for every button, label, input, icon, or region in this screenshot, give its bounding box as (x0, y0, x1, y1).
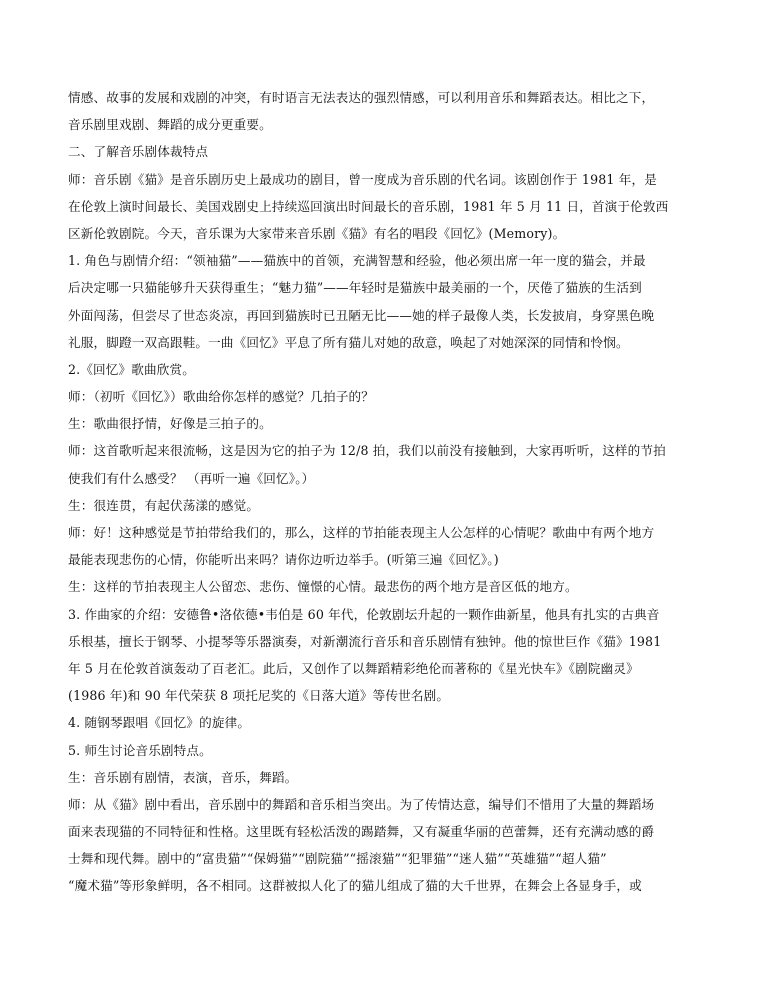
text-line: 5. 师生讨论音乐剧特点。 (68, 742, 212, 758)
text-line: 使我们有什么感受？ （再听一遍《回忆》。） (68, 470, 315, 486)
text-line: 士舞和现代舞。剧中的“富贵猫”“保姆猫”“剧院猫”“摇滚猫”“犯罪猫”“迷人猫”“英雄猫”“超人猫” (68, 851, 607, 867)
section-heading: 二、了解音乐剧体裁特点 (68, 144, 209, 160)
text-line: 1. 角色与剧情介绍：“领袖猫”——猫族中的首领，充满智慧和经验，他必须出席一年一度的猫会，并最 (68, 253, 646, 269)
text-line: 区新伦敦剧院。今天，音乐课为大家带来音乐剧《猫》有名的唱段《回忆》(Memory)。 (68, 225, 566, 241)
text-line: 最能表现悲伤的心情，你能听出来吗？请你边听边举手。(听第三遍《回忆》。) (68, 552, 499, 568)
text-line: 师：（初听《回忆》）歌曲给你怎样的感觉？几拍子的？ (68, 389, 374, 405)
text-line: 2.《回忆》歌曲欣赏。 (68, 361, 196, 377)
text-line: 年 5 月在伦敦首演轰动了百老汇。此后，又创作了以舞蹈精彩绝伦而著称的《星光快车》《剧院幽灵》 (68, 660, 639, 676)
text-line: 生：这样的节拍表现主人公留恋、悲伤、憧憬的心情。最悲伤的两个地方是音区低的地方。 (68, 579, 578, 595)
text-line: 在伦敦上演时间最长、美国戏剧史上持续巡回演出时间最长的音乐剧，1981 年 5 月 11 日，首演于伦敦西 (68, 198, 669, 214)
text-line: 礼服，脚蹬一双高跟鞋。一曲《回忆》平息了所有猫儿对她的敌意，唤起了对她深深的同情和怜悯。 (68, 334, 629, 350)
text-line: 4. 随钢琴跟唱《回忆》的旋律。 (68, 715, 251, 731)
text-line: 3. 作曲家的介绍：安德鲁•洛依德•韦伯是 60 年代，伦敦剧坛升起的一颗作曲新星，他具有扎实的古典音 (68, 606, 660, 622)
text-line: 师：音乐剧《猫》是音乐剧历史上最成功的剧目，曾一度成为音乐剧的代名词。该剧创作于 1981 年，是 (68, 171, 657, 187)
text-line: 师：好！这种感觉是节拍带给我们的，那么，这样的节拍能表现主人公怎样的心情呢？歌曲中有两个地方 (68, 525, 655, 540)
document-body (68, 84, 696, 900)
text-line: 后决定哪一只猫能够升天获得重生；“魅力猫”——年轻时是猫族中最美丽的一个，厌倦了猫族的生活到 (68, 280, 642, 296)
text-line: 乐根基，擅长于钢琴、小提琴等乐器演奏，对新潮流行音乐和音乐剧情有独钟。他的惊世巨作《猫》1981 (68, 633, 662, 649)
text-line: 外面闯荡，但尝尽了世态炎凉，再回到猫族时已丑陋无比——她的样子最像人类，长发披肩，身穿黑色晚 (68, 307, 655, 323)
text-line: 面来表现猫的不同特征和性格。这里既有轻松活泼的踢踏舞，又有凝重华丽的芭蕾舞，还有充满动感的爵 (68, 824, 655, 840)
text-line: “魔术猫”等形象鲜明，各不相同。这群被拟人化了的猫儿组成了猫的大千世界，在舞会上各显身手，或 (68, 878, 642, 894)
text-line: 师：从《猫》剧中看出，音乐剧中的舞蹈和音乐相当突出。为了传情达意，编导们不惜用了大量的舞蹈场 (68, 796, 655, 812)
text-line: 生：很连贯，有起伏荡漾的感觉。 (68, 497, 260, 513)
text-line: 音乐剧里戏剧、舞蹈的成分更重要。 (68, 117, 272, 133)
text-line: (1986 年)和 90 年代荣获 8 项托尼奖的《日落大道》等传世名剧。 (68, 688, 450, 704)
text-line: 师：这首歌听起来很流畅，这是因为它的拍子为 12/8 拍，我们以前没有接触到，大家再听听，这样的节拍 (68, 443, 666, 459)
text-line: 生：音乐剧有剧情，表演，音乐，舞蹈。 (68, 769, 298, 785)
text-line: 生：歌曲很抒情，好像是三拍子的。 (68, 416, 272, 432)
text-line: 情感、故事的发展和戏剧的冲突，有时语言无法表达的强烈情感，可以利用音乐和舞蹈表达。相比之下， (68, 90, 655, 105)
